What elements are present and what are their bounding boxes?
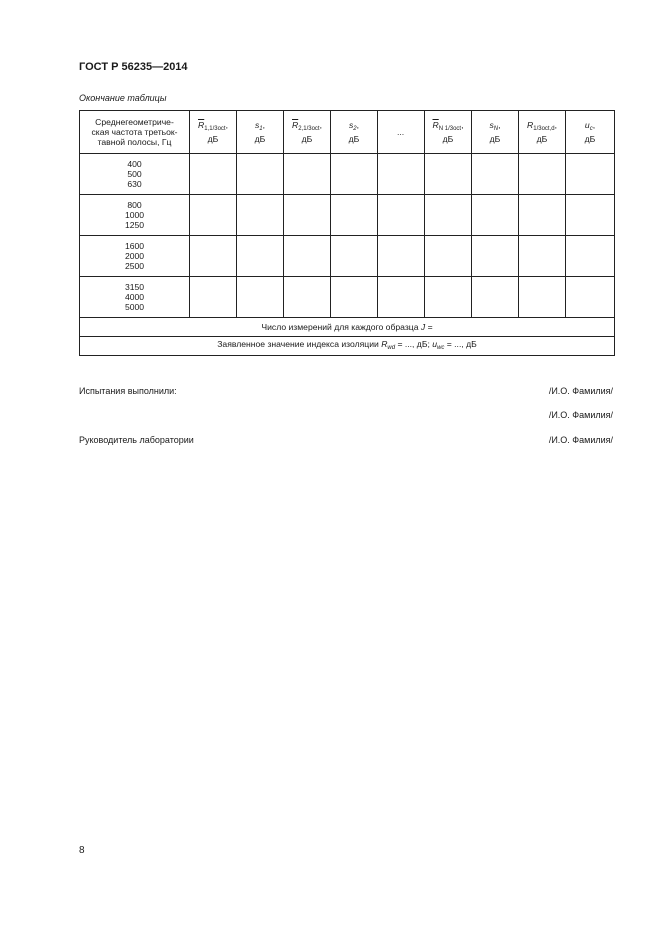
column-header: $\overline{R}_{N 1/3oct}$, дБ <box>425 111 472 154</box>
frequency-value: 800 <box>127 200 142 210</box>
value-cell <box>331 154 378 195</box>
value-cell <box>566 277 615 318</box>
value-cell <box>472 236 519 277</box>
column-header: $\overline{R}_{2,1/3oct}$, дБ <box>284 111 331 154</box>
frequency-value: 1600 <box>124 241 145 251</box>
frequency-cell <box>80 195 190 236</box>
signature-name-2: /И.О. Фамилия/ <box>548 410 613 420</box>
value-cell <box>425 277 472 318</box>
declared-index-row <box>80 337 615 356</box>
value-cell <box>237 277 284 318</box>
frequency-column-header: Среднегеометриче- ская частота третьок- тавной полосы, Гц <box>80 111 190 154</box>
frequency-cell <box>80 236 190 277</box>
value-cell <box>519 277 566 318</box>
value-cell <box>519 195 566 236</box>
value-cell <box>378 277 425 318</box>
frequency-row <box>80 277 615 318</box>
page-number: 8 <box>79 845 85 856</box>
signature-name-1: /И.О. Фамилия/ <box>548 386 613 396</box>
value-cell <box>284 195 331 236</box>
value-cell <box>284 236 331 277</box>
value-cell <box>284 277 331 318</box>
value-cell <box>190 277 237 318</box>
value-cell <box>566 154 615 195</box>
frequency-value: 400 <box>127 159 142 169</box>
value-cell <box>425 154 472 195</box>
frequency-value: 1250 <box>124 220 145 230</box>
value-cell <box>190 236 237 277</box>
frequency-value: 1000 <box>124 210 145 220</box>
value-cell <box>237 154 284 195</box>
value-cell <box>284 154 331 195</box>
value-cell <box>472 154 519 195</box>
value-cell <box>331 277 378 318</box>
value-cell <box>566 236 615 277</box>
value-cell <box>190 195 237 236</box>
value-cell <box>378 195 425 236</box>
frequency-cell <box>80 277 190 318</box>
value-cell <box>566 195 615 236</box>
table-caption: Окончание таблицы <box>79 93 167 103</box>
frequency-value: 2500 <box>124 261 145 271</box>
frequency-row <box>80 154 615 195</box>
frequency-value: 4000 <box>124 292 145 302</box>
measurement-count-note: Число измерений для каждого образца J = <box>80 318 615 337</box>
value-cell <box>425 195 472 236</box>
value-cell <box>237 236 284 277</box>
column-header: $u_c$, дБ <box>566 111 615 154</box>
column-header: $s_N$, дБ <box>472 111 519 154</box>
lab-head-label: Руководитель лаборатории <box>79 435 194 445</box>
measurement-count-row <box>80 318 615 337</box>
value-cell <box>190 154 237 195</box>
value-cell <box>472 277 519 318</box>
document-header: ГОСТ Р 56235—2014 <box>79 61 188 73</box>
value-cell <box>425 236 472 277</box>
value-cell <box>378 236 425 277</box>
frequency-row <box>80 236 615 277</box>
frequency-value: 2000 <box>124 251 145 261</box>
value-cell <box>519 154 566 195</box>
table-header-row <box>80 111 615 154</box>
column-header: $R_{1/3oct,d}$, дБ <box>519 111 566 154</box>
frequency-value: 3150 <box>124 282 145 292</box>
declared-index-note: Заявленное значение индекса изоляции $R_{wd}$ = ..., дБ; $u_{wc}$ = ..., дБ <box>80 337 615 356</box>
performed-by-label: Испытания выполнили: <box>79 386 177 396</box>
value-cell <box>331 195 378 236</box>
value-cell <box>472 195 519 236</box>
frequency-value: 5000 <box>124 302 145 312</box>
column-header: $s_1$, дБ <box>237 111 284 154</box>
column-header: ... <box>378 111 425 154</box>
value-cell <box>331 236 378 277</box>
column-header: $s_2$, дБ <box>331 111 378 154</box>
frequency-cell <box>80 154 190 195</box>
frequency-value: 630 <box>127 179 142 189</box>
frequency-value: 500 <box>127 169 142 179</box>
value-cell <box>519 236 566 277</box>
frequency-row <box>80 195 615 236</box>
value-cell <box>378 154 425 195</box>
measurement-table <box>79 110 615 356</box>
column-header: $\overline{R}_{1,1/3oct}$, дБ <box>190 111 237 154</box>
signature-name-3: /И.О. Фамилия/ <box>548 435 613 445</box>
value-cell <box>237 195 284 236</box>
